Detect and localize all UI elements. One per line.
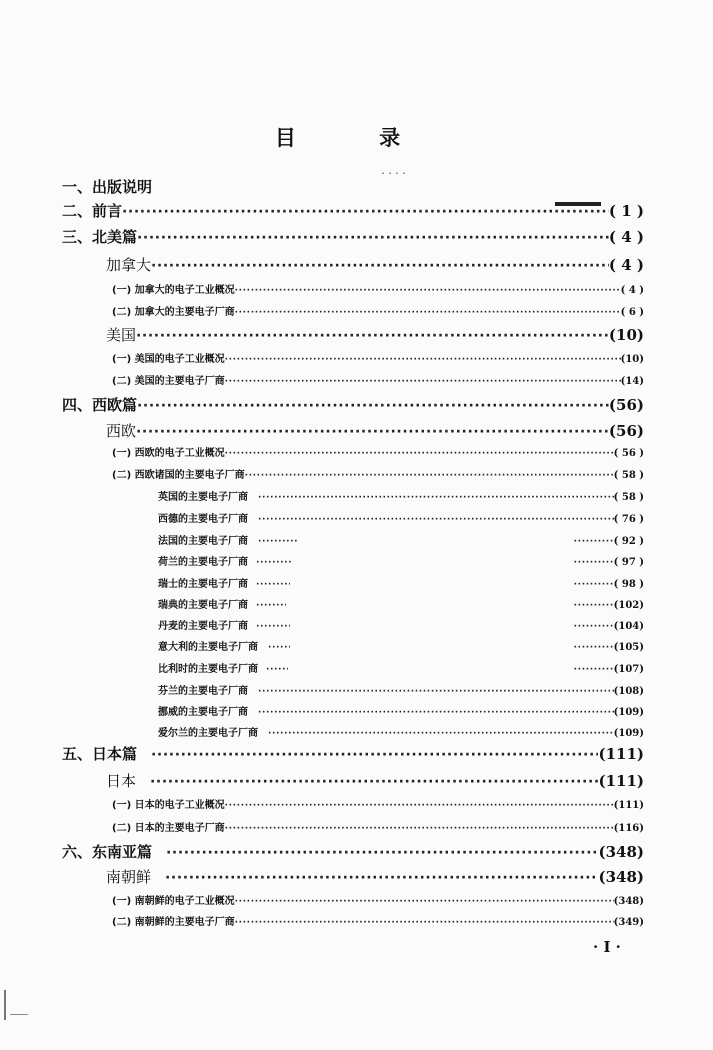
dot-leader [256, 580, 290, 590]
toc-entry[interactable] [106, 324, 644, 345]
toc-entry-label: 芬兰的主要电子厂商 [158, 686, 248, 697]
toc-entry[interactable] [158, 638, 644, 653]
toc-entry[interactable] [112, 372, 644, 387]
dot-leader [574, 601, 614, 611]
toc-page-number: ( 98 ) [613, 579, 644, 590]
dot-leader [122, 204, 609, 220]
toc-entry-label: 英国的主要电子厂商 [158, 492, 248, 503]
toc-page-number: (107) [613, 664, 644, 675]
dot-leader [574, 622, 614, 632]
dot-leader [137, 398, 609, 414]
title-dots: .... [380, 166, 409, 177]
toc-entry-label: 二、前言 [62, 202, 123, 220]
page-number-footer: · I · [593, 938, 621, 956]
dot-leader [574, 558, 614, 568]
toc-page-number: (109) [613, 707, 644, 718]
dot-leader [258, 515, 614, 525]
toc-page-number: (349) [613, 917, 644, 928]
toc-entry[interactable] [158, 532, 644, 547]
toc-entry-label: 一、出版说明 [62, 178, 153, 196]
toc-entry-label: 四、西欧篇 [62, 396, 138, 414]
dot-leader [574, 580, 614, 590]
toc-entry[interactable] [158, 488, 644, 503]
dot-leader [574, 643, 614, 653]
dot-leader [245, 471, 614, 481]
toc-page-number: ( 6 ) [620, 307, 644, 318]
toc-entry-label: (一) 日本的电子工业概况 [112, 800, 225, 811]
toc-entry-label: 挪威的主要电子厂商 [158, 707, 248, 718]
toc-page-number: (116) [613, 823, 644, 834]
toc-entry-label: (二) 南朝鲜的主要电子厂商 [112, 917, 235, 928]
toc-entry[interactable] [158, 724, 644, 739]
ink-blot [555, 202, 601, 206]
toc-entry-label: (一) 美国的电子工业概况 [112, 354, 225, 365]
toc-entry-label: 法国的主要电子厂商 [158, 536, 248, 547]
toc-entry[interactable] [112, 913, 644, 928]
dot-leader [165, 870, 598, 886]
toc-entry-label: (二) 加拿大的主要电子厂商 [112, 307, 235, 318]
toc-entry-label: 意大利的主要电子厂商 [158, 642, 258, 653]
toc-entry[interactable] [112, 892, 644, 907]
toc-entry[interactable] [158, 596, 644, 611]
dot-leader [235, 286, 621, 296]
toc-entry-label: 日本 [106, 772, 137, 790]
toc-entry-label: 西欧 [106, 422, 137, 440]
toc-entry[interactable] [158, 617, 644, 632]
toc-entry[interactable] [158, 660, 644, 675]
dot-leader [258, 708, 614, 718]
toc-entry[interactable] [112, 819, 644, 834]
toc-page-number: (10) [620, 354, 644, 365]
dot-leader [574, 537, 614, 547]
toc-page-number: (105) [613, 642, 644, 653]
dot-leader [137, 230, 609, 246]
toc-entry[interactable] [106, 770, 644, 791]
toc-entry[interactable] [158, 575, 644, 590]
toc-entry-label: (二) 日本的主要电子厂商 [112, 823, 225, 834]
scan-edge-mark [4, 990, 6, 1020]
toc-page-number: (111) [598, 745, 644, 763]
toc-page-number: ( 4 ) [608, 228, 644, 246]
dot-leader [235, 308, 621, 318]
toc-page-number: ( 92 ) [613, 536, 644, 547]
dot-leader [258, 493, 614, 503]
toc-entry-label: 瑞典的主要电子厂商 [158, 600, 248, 611]
toc-entry[interactable] [62, 226, 644, 247]
toc-entry-label: 三、北美篇 [62, 228, 138, 246]
toc-entry-label: (二) 西欧诸国的主要电子厂商 [112, 470, 245, 481]
toc-page-number: (111) [598, 772, 644, 790]
toc-page-number: ( 4 ) [608, 256, 644, 274]
toc-page-number: ( 58 ) [613, 492, 644, 503]
toc-page-number: (108) [613, 686, 644, 697]
toc-entry[interactable] [62, 176, 644, 197]
toc-entry-label: (二) 美国的主要电子厂商 [112, 376, 225, 387]
dot-leader [225, 449, 614, 459]
dot-leader [225, 377, 621, 387]
toc-entry[interactable] [112, 303, 644, 318]
toc-page-number: (56) [608, 396, 644, 414]
toc-entry[interactable] [112, 466, 644, 481]
dot-leader [266, 665, 288, 675]
toc-entry-label: 六、东南亚篇 [62, 843, 153, 861]
toc-entry[interactable] [158, 703, 644, 718]
toc-entry[interactable] [62, 841, 644, 862]
toc-page-number: (348) [598, 868, 644, 886]
toc-entry-label: 比利时的主要电子厂商 [158, 664, 258, 675]
toc-page-number: ( 76 ) [613, 514, 644, 525]
toc-page-number: (111) [613, 800, 644, 811]
dot-leader [136, 328, 609, 344]
page-title: 目 录 [274, 126, 439, 150]
toc-entry-label: 美国 [106, 326, 137, 344]
dot-leader [258, 537, 298, 547]
toc-page-number: (14) [620, 376, 644, 387]
dot-leader [256, 622, 290, 632]
toc-page-number: (56) [608, 422, 644, 440]
toc-entry[interactable] [158, 682, 644, 697]
toc-entry-label: 西德的主要电子厂商 [158, 514, 248, 525]
dot-leader [166, 845, 598, 861]
scan-edge-dash [10, 1014, 28, 1015]
toc-entry[interactable] [158, 553, 644, 568]
toc-entry-label: 瑞士的主要电子厂商 [158, 579, 248, 590]
dot-leader [225, 801, 614, 811]
toc-page-number: ( 1 ) [608, 202, 644, 220]
toc-entry-label: 丹麦的主要电子厂商 [158, 621, 248, 632]
toc-entry[interactable] [106, 420, 644, 441]
toc-entry[interactable] [106, 866, 644, 887]
dot-leader [235, 897, 614, 907]
toc-entry[interactable] [112, 281, 644, 296]
toc-page-number: (10) [608, 326, 644, 344]
toc-entry[interactable] [62, 394, 644, 415]
dot-leader [268, 643, 290, 653]
dot-leader [150, 774, 598, 790]
toc-entry[interactable] [158, 510, 644, 525]
toc-entry[interactable] [112, 444, 644, 459]
toc-page-number: ( 97 ) [613, 557, 644, 568]
toc-page-number: (102) [613, 600, 644, 611]
dot-leader [235, 918, 614, 928]
dot-leader [574, 665, 614, 675]
toc-entry-label: 爱尔兰的主要电子厂商 [158, 728, 258, 739]
toc-entry-label: (一) 加拿大的电子工业概况 [112, 285, 235, 296]
dot-leader [256, 601, 286, 611]
toc-page-number: (109) [613, 728, 644, 739]
toc-entry[interactable] [112, 796, 644, 811]
toc-entry-label: 五、日本篇 [62, 745, 138, 763]
toc-page-number: ( 4 ) [620, 285, 644, 296]
toc-entry-label: (一) 南朝鲜的电子工业概况 [112, 896, 235, 907]
toc-page-number: (348) [613, 896, 644, 907]
toc-entry[interactable] [106, 254, 644, 275]
dot-leader [256, 558, 292, 568]
toc-entry-label: (一) 西欧的电子工业概况 [112, 448, 225, 459]
toc-page-number: (348) [598, 843, 644, 861]
toc-entry-label: 荷兰的主要电子厂商 [158, 557, 248, 568]
dot-leader [258, 687, 614, 697]
toc-entry-label: 南朝鲜 [106, 868, 152, 886]
toc-page-number: ( 56 ) [613, 448, 644, 459]
dot-leader [225, 355, 621, 365]
toc-entry[interactable] [62, 743, 644, 764]
toc-entry-label: 加拿大 [106, 256, 152, 274]
toc-page-number: (104) [613, 621, 644, 632]
toc-entry[interactable] [112, 350, 644, 365]
dot-leader [268, 729, 614, 739]
dot-leader [151, 747, 598, 763]
dot-leader [136, 424, 609, 440]
dot-leader [225, 824, 614, 834]
toc-page-number: ( 58 ) [613, 470, 644, 481]
dot-leader [151, 258, 609, 274]
